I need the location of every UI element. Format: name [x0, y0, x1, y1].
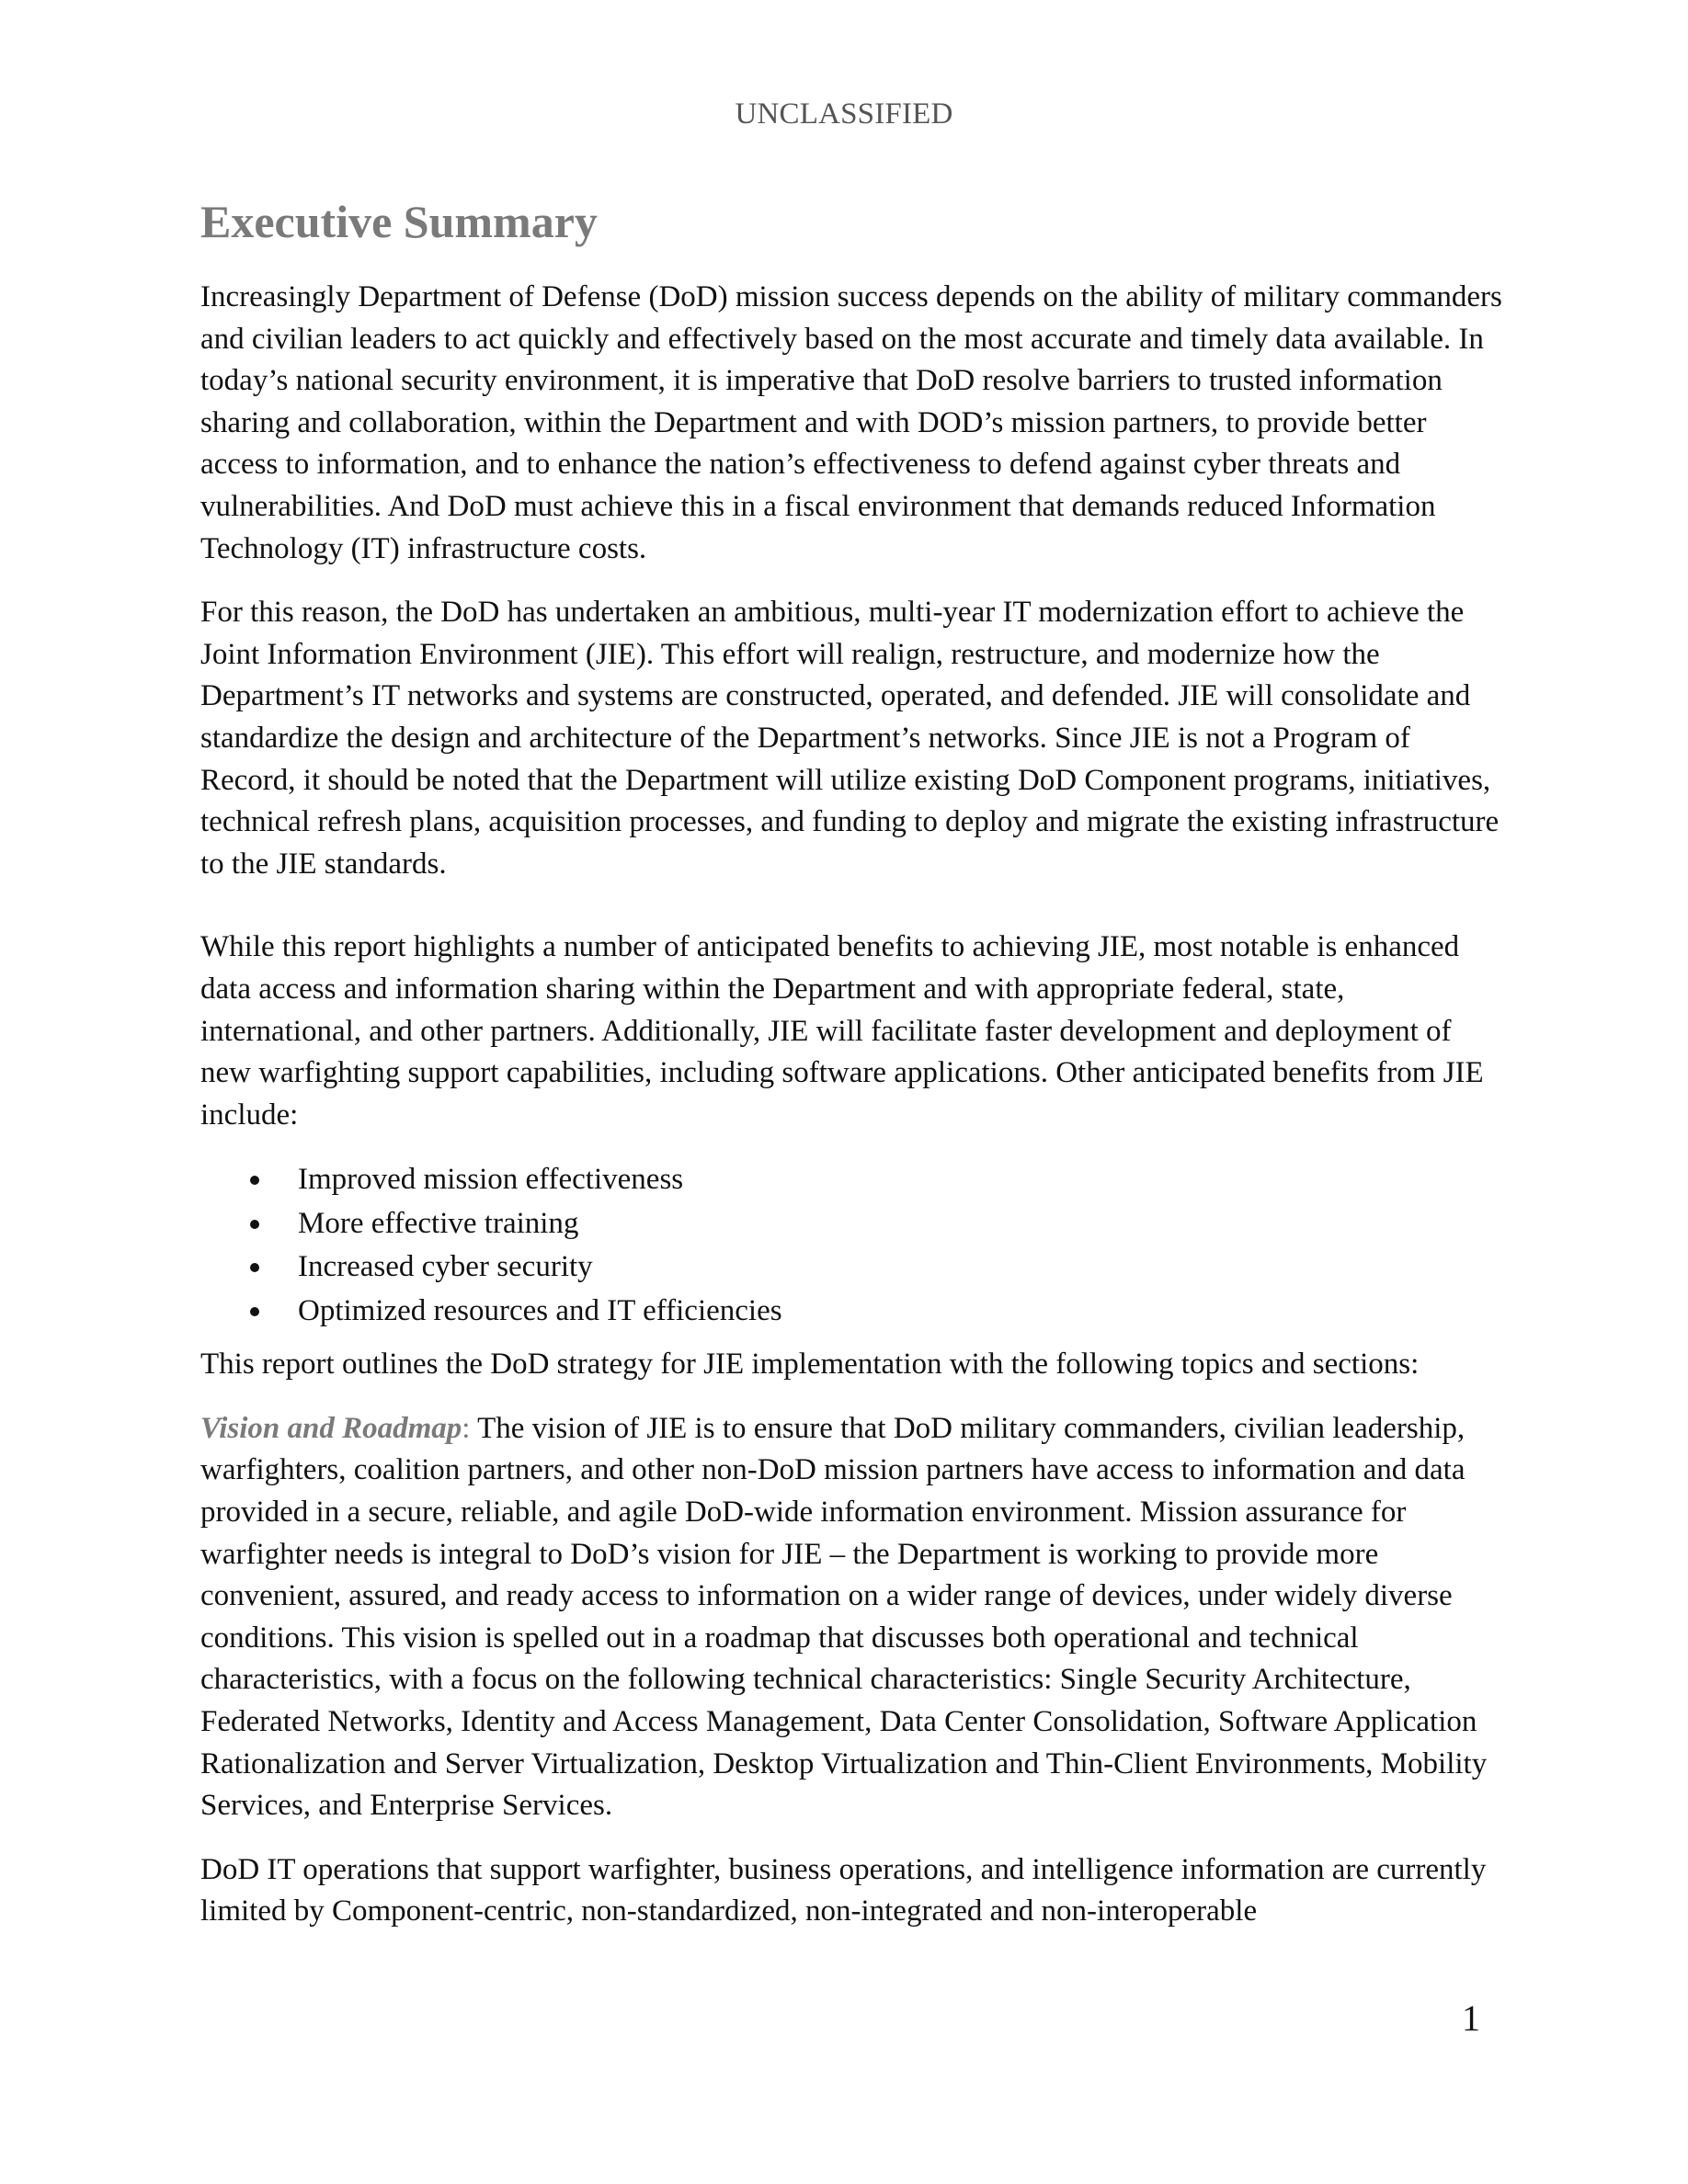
paragraph-intro: Increasingly Department of Defense (DoD) mission success depends on the ability of military commanders and civilian leaders to act quickly and effectively based on the most accurate and timely data available. In today’s national security environment, it is imperative that DoD resolve barriers to trusted information sharing and collaboration, within the Department and with DOD’s mission partners, to provide better access to information, and to enhance the nation’s effectiveness to defend against cyber threats and vulnerabilities. And DoD must achieve this in a fiscal environment that demands reduced Information Technology (IT) infrastructure costs. [200, 280, 1502, 565]
paragraph-jie-modernization: For this reason, the DoD has undertaken an ambitious, multi-year IT modernization effort to achieve the Joint Information Environment (JIE). This effort will realign, restructure, and modernize how the Department’s IT networks and systems are constructed, operated, and defended. JIE will consolidate and standardize the design and architecture of the Department’s networks. Since JIE is not a Program of Record, it should be noted that the Department will utilize existing DoD Component programs, initiatives, technical refresh plans, acquisition processes, and funding to deploy and migrate the existing infrastructure to the JIE standards. [200, 596, 1500, 881]
bullet-icon [250, 1263, 259, 1272]
classification-marking: UNCLASSIFIED [735, 97, 953, 131]
paragraph-benefits: While this report highlights a number of anticipated benefits to achieving JIE, most notable is enhanced data access and information sharing within the Department and with appropriate federal, state, international, and other partners. Additionally, JIE will facilitate faster development and deployment of new warfighting support capabilities, including software applications. Other anticipated benefits from JIE include: [200, 930, 1484, 1132]
list-item [200, 1246, 1506, 1290]
list-item [200, 1202, 1506, 1246]
bullet-icon [250, 1307, 259, 1316]
paragraph-it-operations: DoD IT operations that support warfighter, business operations, and intelligence information are currently limited by Component-centric, non-standardized, non-integrated and non-interoperable [200, 1852, 1487, 1928]
vision-roadmap-heading: Vision and Roadmap [200, 1411, 462, 1445]
vision-roadmap-colon: : [462, 1411, 471, 1445]
paragraph-outline-intro: This report outlines the DoD strategy for JIE implementation with the following topics and sections: [200, 1348, 1420, 1382]
list-item-text: Optimized resources and IT efficiencies [298, 1293, 782, 1327]
list-item [200, 1158, 1506, 1202]
bullet-icon [250, 1176, 259, 1185]
vision-roadmap-text: The vision of JIE is to ensure that DoD military commanders, civilian leadership, warfighters, coalition partners, and other non-DoD mission partners have access to information and data provided in a secure, reliable, and agile DoD-wide information environment. Mission assurance for warfighter needs is integral to DoD’s vision for JIE – the Department is working to provide more convenient, assured, and ready access to information on a wider range of devices, under widely diverse conditions. This vision is spelled out in a roadmap that discusses both operational and technical characteristics, with a focus on the following technical characteristics: Single Security Architecture, Federated Networks, Identity and Access Management, Data Center Consolidation, Software Application Rationalization and Server Virtualization, Desktop Virtualization and Thin-Client Environments, Mobility Services, and Enterprise Services. [200, 1411, 1488, 1823]
list-item-text: Increased cyber security [298, 1250, 593, 1284]
document-body [200, 197, 1506, 1955]
bullet-icon [250, 1220, 259, 1229]
paragraph-vision-roadmap [200, 1408, 1506, 1827]
section-title: Executive Summary [200, 196, 598, 247]
list-item [200, 1290, 1506, 1334]
page-number: 1 [1462, 1997, 1480, 2039]
list-item-text: More effective training [298, 1206, 579, 1240]
list-item-text: Improved mission effectiveness [298, 1163, 684, 1197]
benefits-list [200, 1158, 1506, 1333]
